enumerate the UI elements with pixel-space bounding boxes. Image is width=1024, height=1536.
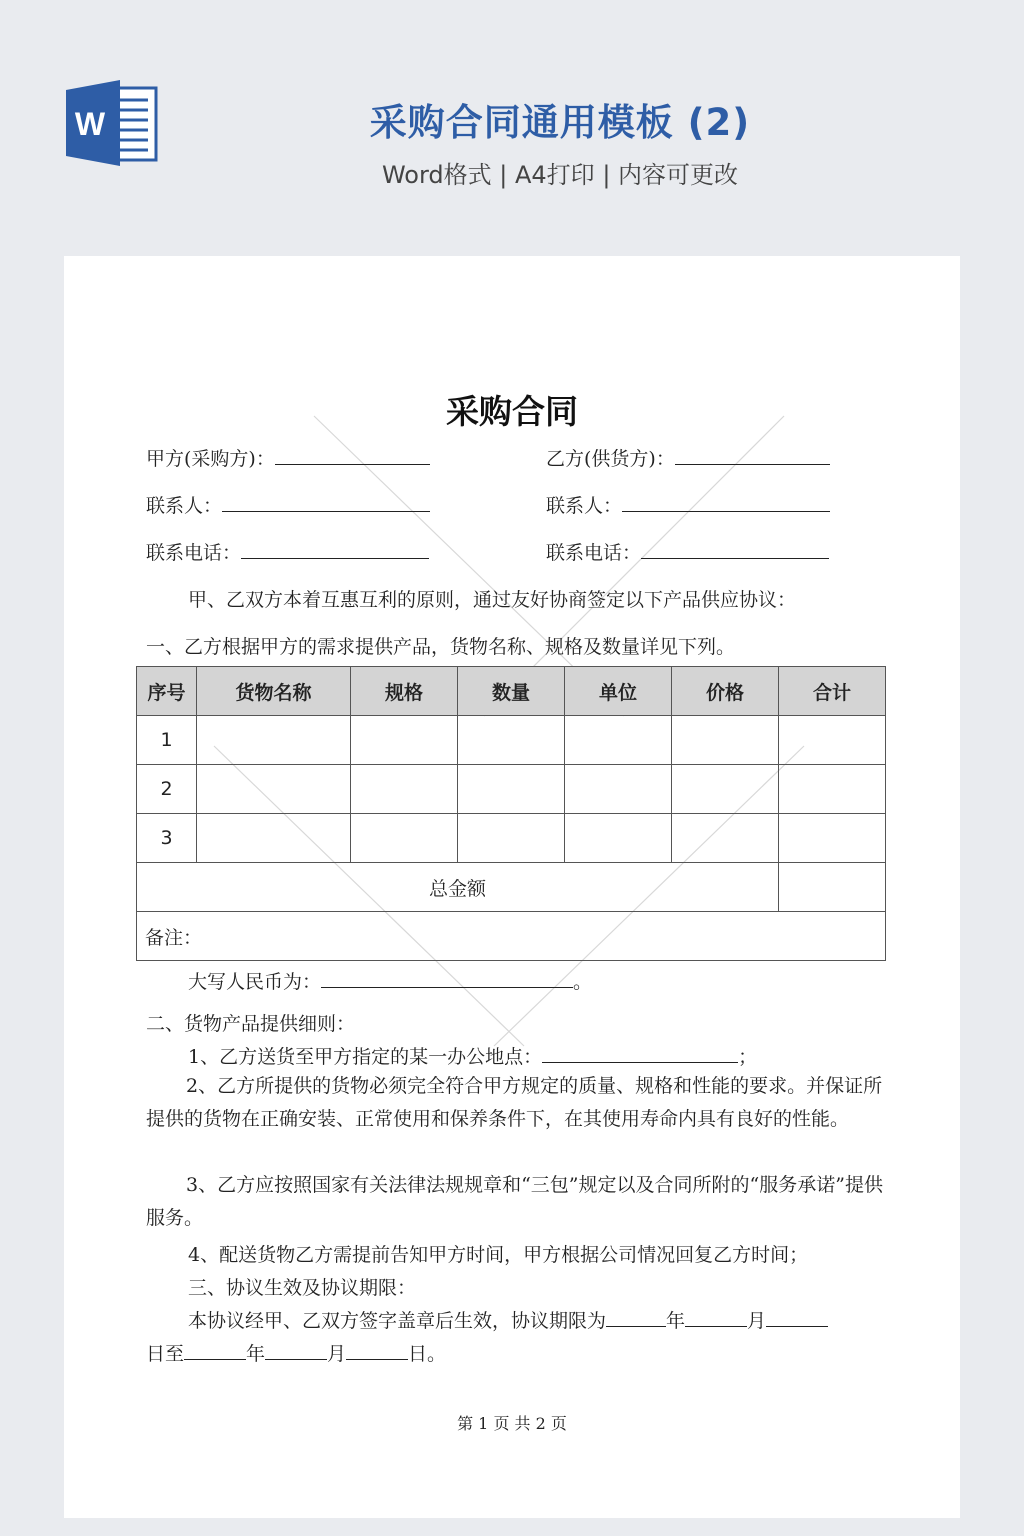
party-a-line bbox=[146, 444, 430, 471]
year-label-2: 年 bbox=[246, 1343, 266, 1365]
table-cell[interactable] bbox=[197, 765, 351, 814]
row-index: 1 bbox=[137, 716, 197, 765]
document-title: 采购合同 bbox=[446, 392, 578, 431]
end-month-blank[interactable] bbox=[265, 1341, 327, 1360]
header-cell-name: 货物名称 bbox=[197, 667, 351, 716]
month-label-2: 月 bbox=[327, 1343, 347, 1365]
uppercase-amount-label: 大写人民币为： bbox=[188, 971, 322, 993]
note-row bbox=[137, 912, 886, 961]
day-end-text: 日。 bbox=[408, 1343, 447, 1365]
phone-a-label: 联系电话： bbox=[146, 542, 242, 564]
table-cell[interactable] bbox=[672, 716, 779, 765]
table-row bbox=[137, 716, 886, 765]
year-label: 年 bbox=[666, 1310, 686, 1332]
header-cell-qty: 数量 bbox=[458, 667, 565, 716]
contact-b-line bbox=[546, 491, 830, 518]
term-start-text: 本协议经甲、乙双方签字盖章后生效，协议期限为 bbox=[188, 1310, 607, 1332]
section-1-text: 一、乙方根据甲方的需求提供产品，货物名称、规格及数量详见下列。 bbox=[146, 636, 736, 658]
header-cell-total: 合计 bbox=[779, 667, 886, 716]
month-label: 月 bbox=[747, 1310, 767, 1332]
header-cell-index: 序号 bbox=[137, 667, 197, 716]
party-a-label: 甲方(采购方)： bbox=[146, 448, 275, 470]
start-month-blank[interactable] bbox=[685, 1308, 747, 1327]
party-b-label: 乙方(供货方)： bbox=[546, 448, 675, 470]
table-cell[interactable] bbox=[458, 716, 565, 765]
row-index: 3 bbox=[137, 814, 197, 863]
item-1-line bbox=[188, 1042, 757, 1069]
table-cell[interactable] bbox=[565, 814, 672, 863]
phone-b-label: 联系电话： bbox=[546, 542, 642, 564]
section-3-text: 三、协议生效及协议期限： bbox=[188, 1277, 417, 1299]
item-2-text: 2、乙方所提供的货物必须完全符合甲方规定的质量、规格和性能的要求。并保证所提供的货物在正确安装、正常使用和保养条件下，在其使用寿命内具有良好的性能。 bbox=[146, 1075, 883, 1130]
item-4-text: 4、配送货物乙方需提前告知甲方时间，甲方根据公司情况回复乙方时间； bbox=[188, 1244, 809, 1266]
page-title: 采购合同通用模板 (2) bbox=[369, 101, 751, 144]
party-b-line bbox=[546, 444, 830, 471]
party-b-blank[interactable] bbox=[675, 446, 830, 465]
table-row bbox=[137, 765, 886, 814]
phone-a-line bbox=[146, 538, 429, 565]
header-cell-unit: 单位 bbox=[565, 667, 672, 716]
intro-text: 甲、乙双方本着互惠互利的原则，通过友好协商签定以下产品供应协议： bbox=[188, 589, 797, 611]
start-year-blank[interactable] bbox=[606, 1308, 666, 1327]
uppercase-amount-end: 。 bbox=[573, 971, 593, 993]
table-cell[interactable] bbox=[565, 765, 672, 814]
contact-b-blank[interactable] bbox=[622, 493, 830, 512]
document-page bbox=[64, 256, 960, 1518]
contact-b-label: 联系人： bbox=[546, 495, 623, 517]
phone-b-blank[interactable] bbox=[641, 540, 829, 559]
header bbox=[0, 0, 1024, 230]
end-year-blank[interactable] bbox=[184, 1341, 246, 1360]
table-cell[interactable] bbox=[458, 765, 565, 814]
table-cell[interactable] bbox=[351, 765, 458, 814]
note-label[interactable]: 备注： bbox=[137, 912, 886, 961]
table-cell[interactable] bbox=[565, 716, 672, 765]
item-3-text: 3、乙方应按照国家有关法律法规规章和“三包”规定以及合同所附的“服务承诺”提供服务。 bbox=[146, 1174, 883, 1229]
total-row bbox=[137, 863, 886, 912]
section-2-text: 二、货物产品提供细则： bbox=[146, 1013, 356, 1035]
table-cell[interactable] bbox=[672, 814, 779, 863]
total-cell[interactable] bbox=[779, 863, 886, 912]
word-icon-letter: W bbox=[74, 106, 106, 142]
page-subtitle: Word格式 | A4打印 | 内容可更改 bbox=[381, 161, 739, 189]
header-cell-price: 价格 bbox=[672, 667, 779, 716]
table-row bbox=[137, 814, 886, 863]
term-line-1 bbox=[188, 1306, 828, 1333]
item-1-end: ； bbox=[738, 1046, 758, 1068]
uppercase-amount-blank[interactable] bbox=[321, 969, 573, 988]
uppercase-amount-line bbox=[188, 967, 592, 994]
goods-table bbox=[136, 666, 886, 961]
table-cell[interactable] bbox=[351, 716, 458, 765]
item-1-text: 1、乙方送货至甲方指定的某一办公地点： bbox=[188, 1046, 543, 1068]
table-cell[interactable] bbox=[779, 814, 886, 863]
total-label: 总金额 bbox=[137, 863, 779, 912]
delivery-address-blank[interactable] bbox=[542, 1044, 738, 1063]
day-to-text: 日至 bbox=[146, 1343, 185, 1365]
table-cell[interactable] bbox=[197, 814, 351, 863]
end-day-blank[interactable] bbox=[346, 1341, 408, 1360]
header-cell-spec: 规格 bbox=[351, 667, 458, 716]
word-icon bbox=[64, 80, 160, 166]
phone-b-line bbox=[546, 538, 829, 565]
table-cell[interactable] bbox=[779, 716, 886, 765]
contact-a-blank[interactable] bbox=[222, 493, 430, 512]
term-line-2 bbox=[146, 1339, 446, 1366]
start-day-blank[interactable] bbox=[766, 1308, 828, 1327]
table-cell[interactable] bbox=[672, 765, 779, 814]
phone-a-blank[interactable] bbox=[241, 540, 429, 559]
table-header-row bbox=[137, 667, 886, 716]
row-index: 2 bbox=[137, 765, 197, 814]
table-cell[interactable] bbox=[197, 716, 351, 765]
page-footer: 第 1 页 共 2 页 bbox=[457, 1414, 567, 1433]
contact-a-label: 联系人： bbox=[146, 495, 223, 517]
party-a-blank[interactable] bbox=[275, 446, 430, 465]
table-cell[interactable] bbox=[351, 814, 458, 863]
table-cell[interactable] bbox=[458, 814, 565, 863]
contact-a-line bbox=[146, 491, 430, 518]
table-cell[interactable] bbox=[779, 765, 886, 814]
